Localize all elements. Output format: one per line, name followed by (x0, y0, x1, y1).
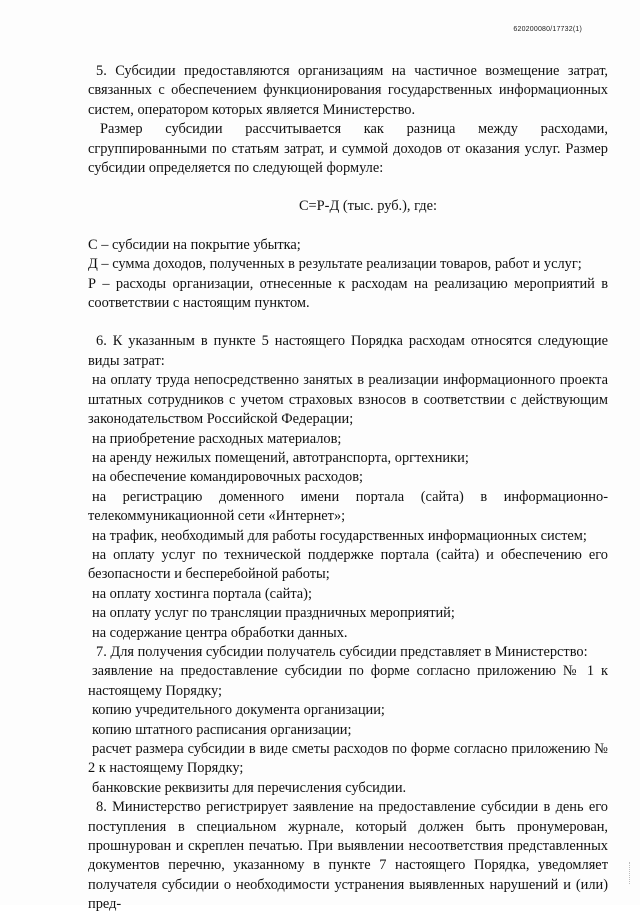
definition-d: Д – сумма доходов, полученных в результате реализации товаров, работ и услуг; (88, 256, 582, 273)
document-number: 620200080/17732(1) (513, 26, 582, 33)
definition-c: С – субсидии на покрытие убытка; (88, 236, 301, 253)
list-item: на трафик, необходимый для работы государственных информационных систем; (92, 527, 587, 544)
paragraph-6: 6. К указанным в пункте 5 настоящего Порядка расходам относятся следующие виды затрат: (88, 333, 608, 369)
document-body (88, 62, 608, 915)
list-item: на оплату хостинга портала (сайта); (92, 585, 312, 602)
list-item: на регистрацию доменного имени портала (сайта) в информационно-телекоммуникационной сети «Интернет»; (88, 488, 608, 525)
list-item: на содержание центра обработки данных. (92, 624, 348, 641)
formula: С=Р-Д (тыс. руб.), где: (298, 198, 438, 215)
paragraph-5: 5. Субсидии предоставляются организациям на частичное возмещение затрат, связанных с обеспечением функционирования государственных информационных систем, оператором которых является Министерство. (88, 63, 608, 118)
scan-edge-mark (621, 862, 630, 884)
paragraph-8: 8. Министерство регистрирует заявление на предоставление субсидии в день его поступления в специальном журнале, который должен быть пронумерован, прошнурован и скреплен печатью. При выявлении несоответствия представленных документов перечню, указанному в пункте 7 настоящего Порядка, уведомляет получателя субсидии о необходимости устранения выявленных нарушений и (или) пред- (88, 799, 608, 913)
list-item: на аренду нежилых помещений, автотранспорта, оргтехники; (92, 449, 469, 466)
list-item: копию штатного расписания организации; (92, 721, 352, 738)
definition-r: Р – расходы организации, отнесенные к расходам на реализацию мероприятий в соответствии с настоящим пунктом. (88, 275, 608, 312)
list-item: на приобретение расходных материалов; (92, 430, 342, 447)
list-item: на оплату услуг по трансляции праздничных мероприятий; (92, 605, 455, 622)
paragraph-7: 7. Для получения субсидии получатель субсидии представляет в Министерство: (96, 643, 588, 660)
subsidy-size-paragraph: Размер субсидии рассчитывается как разница между расходами, сгруппированными по статьям затрат, и суммой доходов от оказания услуг. Размер субсидии определяется по следующей формуле: (88, 121, 608, 177)
list-item: банковские реквизиты для перечисления субсидии. (92, 779, 407, 796)
list-item: на оплату труда непосредственно занятых в реализации информационного проекта штатных сотрудников с учетом страховых взносов в соответствии с действующим законодательством Российской Федерации; (88, 372, 608, 428)
list-item: на оплату услуг по технической поддержке портала (сайта) и обеспечению его безопасности и бесперебойной работы; (88, 546, 608, 583)
list-item: расчет размера субсидии в виде сметы расходов по форме согласно приложению № 2 к настоящему Порядку; (88, 741, 608, 777)
list-item: на обеспечение командировочных расходов; (92, 469, 364, 486)
list-item: заявление на предоставление субсидии по форме согласно приложению № 1 к настоящему Порядку; (88, 663, 608, 699)
list-item: копию учредительного документа организации; (92, 702, 385, 719)
